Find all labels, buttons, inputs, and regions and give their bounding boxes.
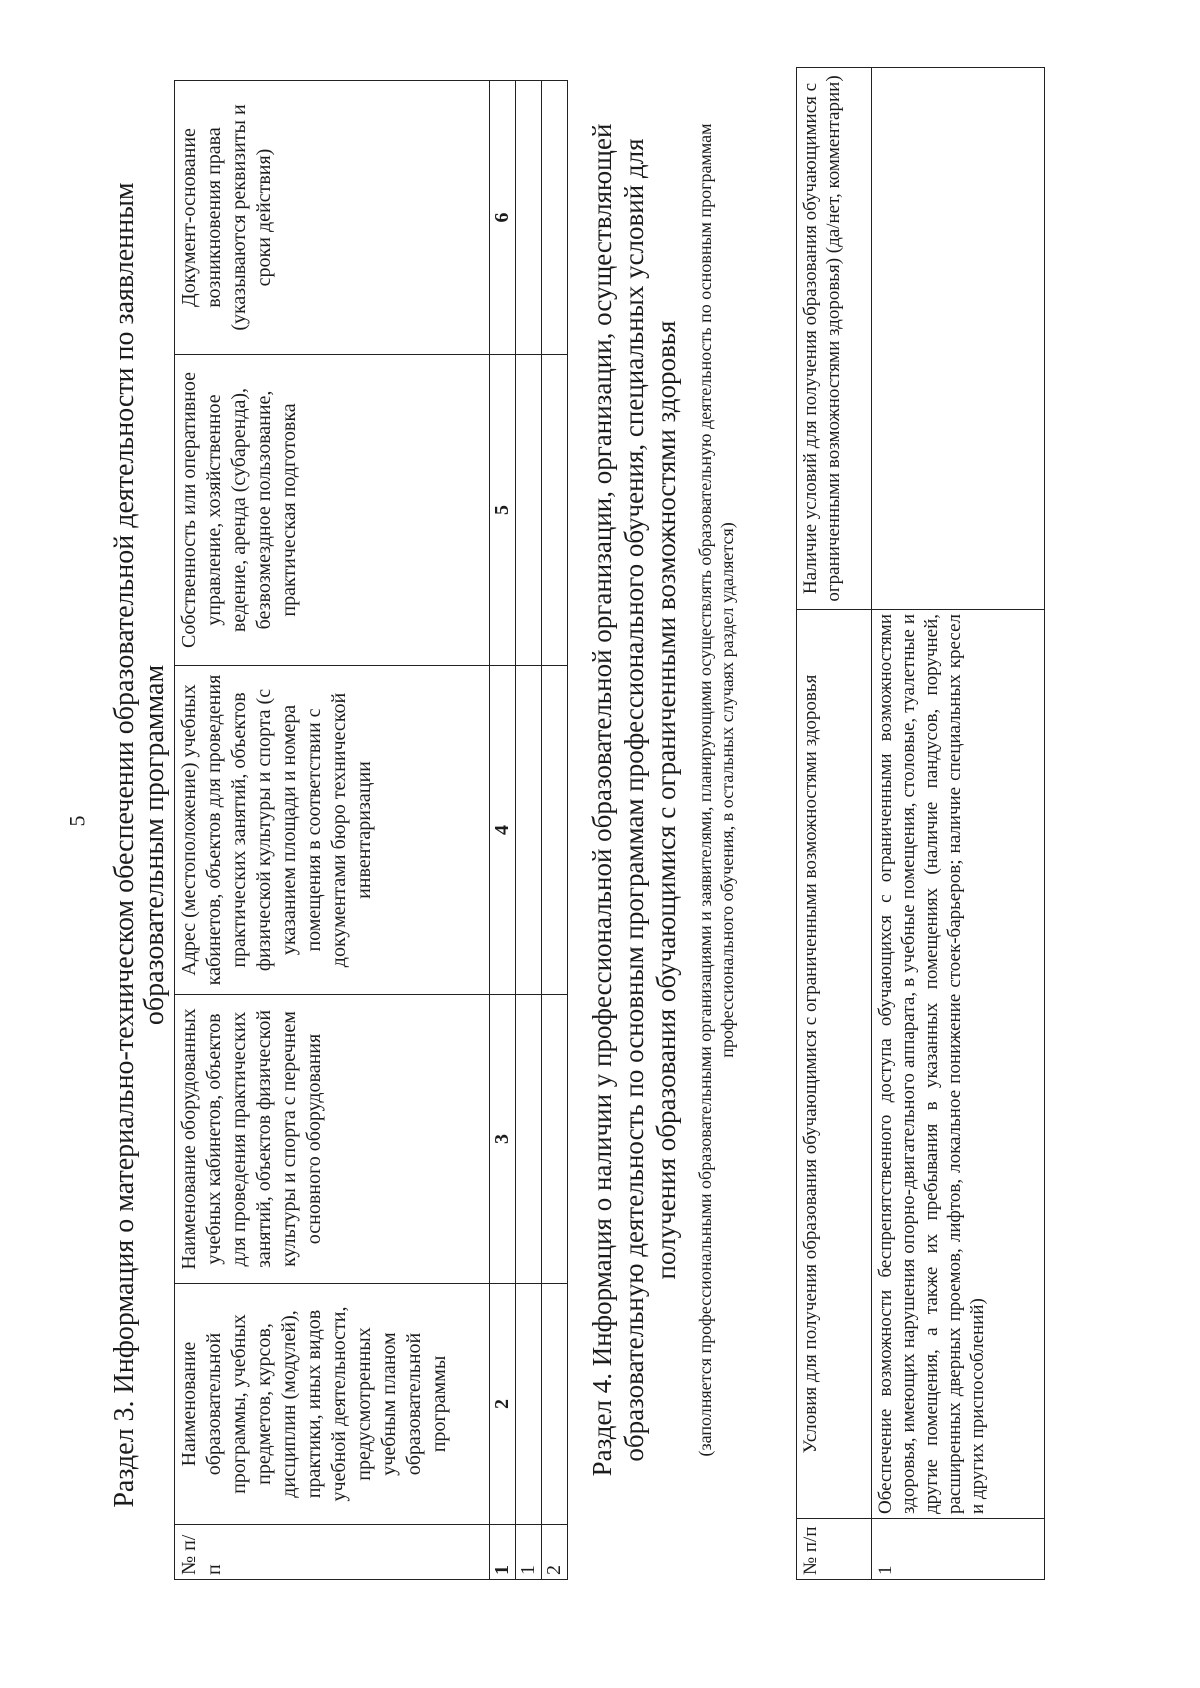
header-cell: Наименование образовательной программы, учебных предметов, курсов, дисциплин (модулей), практики, иных видов учебной деятельности, предусмотренных учебным планом образовательной программы bbox=[175, 1284, 490, 1525]
table-cell bbox=[542, 355, 568, 666]
row-number: 1 bbox=[872, 1519, 1045, 1580]
section4-table bbox=[796, 67, 1045, 1580]
table-cell bbox=[542, 995, 568, 1284]
column-number-row bbox=[490, 81, 516, 1580]
section4-title: Раздел 4. Информация о наличии у профессиональной образовательной организации, организации, осуществляющей образовательную деятельность по основным программам профессионального обучения, специальных условий для получения образования обучающимися с ограниченными возможностями здоровья bbox=[587, 123, 681, 1477]
rotated-page bbox=[109, 75, 1050, 1610]
column-number: 4 bbox=[490, 666, 516, 995]
table-row bbox=[542, 81, 568, 1580]
section3-title: Раздел 3. Информация о материально-техническом обеспечении образовательной деятельности по заявленным образовательным программам bbox=[109, 182, 170, 1508]
table-row bbox=[872, 68, 1045, 1580]
row-number: 1 bbox=[516, 1525, 542, 1580]
column-number: 2 bbox=[490, 1284, 516, 1525]
table-cell bbox=[516, 355, 542, 666]
table-header-row bbox=[797, 68, 872, 1580]
page-number: 5 bbox=[64, 815, 90, 827]
header-cell: Условия для получения образования обучающимися с ограниченными возможностями здоровья bbox=[797, 610, 872, 1519]
column-number: 6 bbox=[490, 81, 516, 355]
column-number: 5 bbox=[490, 355, 516, 666]
table-cell bbox=[542, 81, 568, 355]
column-number: 3 bbox=[490, 995, 516, 1284]
header-cell: Собственность или оперативное управление, хозяйственное ведение, аренда (субаренда), безвозмездное пользование, практическая подготовка bbox=[175, 355, 490, 666]
table-cell bbox=[516, 1284, 542, 1525]
table-cell bbox=[516, 995, 542, 1284]
row-number: 2 bbox=[542, 1525, 568, 1580]
column-number: 1 bbox=[490, 1525, 516, 1580]
header-cell: Документ-основание возникновения права (указываются реквизиты и сроки действия) bbox=[175, 81, 490, 355]
condition-cell: Обеспечение возможности беспрепятственного доступа обучающихся с ограниченными возможностями здоровья, имеющих нарушения опорно-двигательного аппарата, в учебные помещения, столовые, туалетные и другие помещения, а также их пребывания в указанных помещениях (наличие пандусов, поручней, расширенных дверных проемов, лифтов, локальное понижение стоек-барьеров; наличие специальных кресел и других приспособлений) bbox=[872, 610, 1045, 1519]
table-row bbox=[516, 81, 542, 1580]
header-cell: № п/п bbox=[797, 1519, 872, 1580]
table-header-row bbox=[175, 81, 490, 1580]
table-cell bbox=[542, 1284, 568, 1525]
table-cell bbox=[516, 666, 542, 995]
header-cell: Наименование оборудованных учебных кабинетов, объектов для проведения практических занятий, объектов физической культуры и спорта с перечнем основного оборудования bbox=[175, 995, 490, 1284]
header-cell: Адрес (местоположение) учебных кабинетов, объектов для проведения практических занятий, объектов физической культуры и спорта (с указанием площади и номера помещения в соответствии с документами бюро технической инвентаризации bbox=[175, 666, 490, 995]
section4-note: (заполняется профессиональными образовательными организациями и заявителями, планирующими осуществлять образовательную деятельность по основным программам профессионального обучения, в остальных случаях раздел удаляется) bbox=[695, 123, 737, 1457]
header-cell: № п/п bbox=[175, 1525, 490, 1580]
header-cell: Наличие условий для получения образования обучающимися с ограниченными возможностями здоровья) (да/нет, комментарии) bbox=[797, 68, 872, 610]
section3-table bbox=[174, 80, 568, 1580]
table-cell bbox=[516, 81, 542, 355]
table-cell bbox=[542, 666, 568, 995]
availability-cell bbox=[872, 68, 1045, 610]
